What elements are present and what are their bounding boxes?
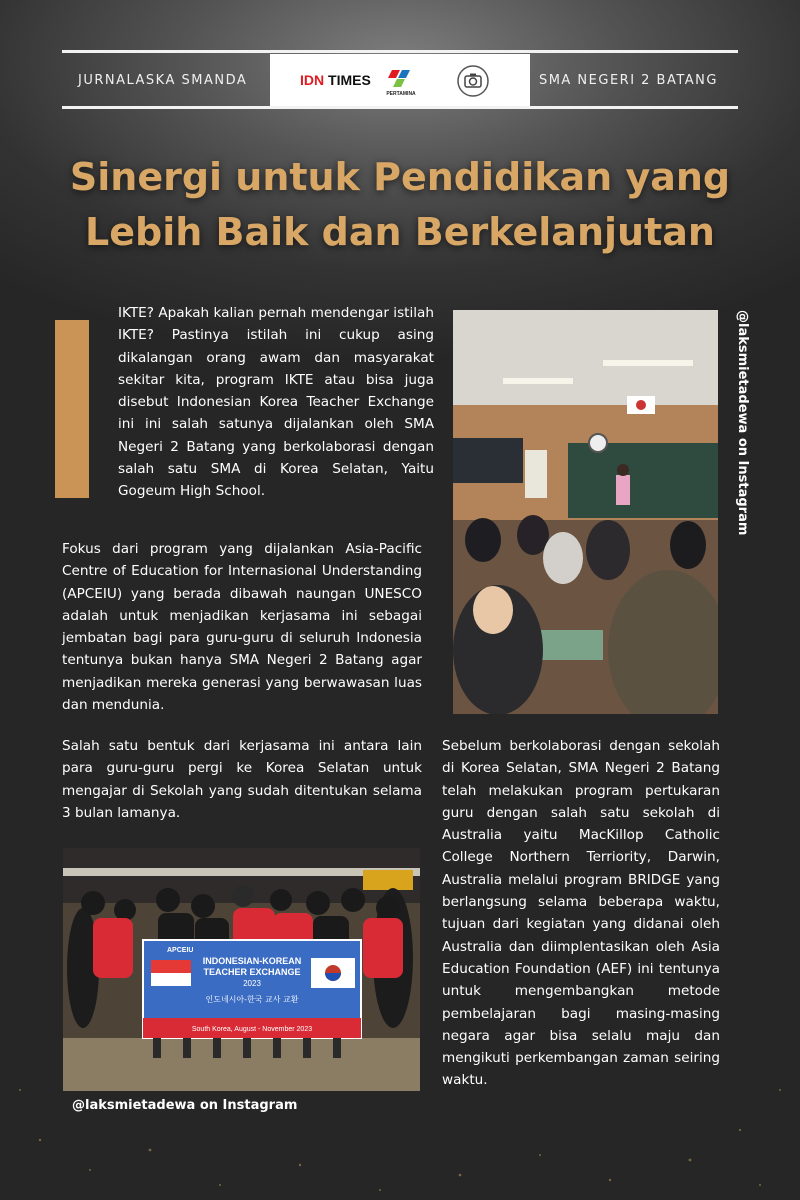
classroom-photo bbox=[453, 310, 718, 714]
banner-year: 2023 bbox=[243, 979, 261, 988]
banner-korean: 인도네시아-한국 교사 교환 bbox=[205, 995, 299, 1004]
sparkle-decoration bbox=[0, 940, 800, 1200]
idn-times-logo: IDN TIMES bbox=[300, 72, 371, 88]
banner-line-2: TEACHER EXCHANGE bbox=[203, 967, 301, 977]
banner-org-label: APCEIU bbox=[167, 947, 194, 954]
masthead-right-label: SMA NEGERI 2 BATANG bbox=[538, 73, 718, 88]
intro-paragraph: IKTE? Apakah kalian pernah mendengar istilah IKTE? Pastinya istilah ini cukup asing dikalangan orang awam dan masyarakat sekitar kita, program IKTE atau bisa juga disebut Indonesian Korea Teacher Exchange ini ini salah satunya dijalankan oleh SMA Negeri 2 Batang yang berkolaborasi dengan salah satu SMA di Korea Selatan, Yaitu Gogeum High School. bbox=[118, 305, 434, 500]
accent-bar bbox=[55, 320, 89, 498]
sponsor-logo-box bbox=[270, 54, 530, 108]
photo-credit-vertical: @laksmietadewa on Instagram bbox=[735, 310, 750, 536]
camera-logo-icon bbox=[456, 64, 490, 98]
svg-text:PERTAMINA: PERTAMINA bbox=[386, 91, 416, 97]
article-title: Sinergi untuk Pendidikan yang Lebih Baik dan Berkelanjutan bbox=[69, 155, 731, 254]
banner-date: South Korea, August - November 2023 bbox=[191, 1026, 313, 1033]
masthead-left-label: JURNALASKA SMANDA bbox=[78, 73, 248, 88]
top-rule bbox=[62, 50, 738, 53]
focus-paragraph: Fokus dari program yang dijalankan Asia-Pacific Centre of Education for Internasional Understanding (APCEIU) yang berada dibawah naungan UNESCO adalah untuk menjadikan kerjasama ini sebagai jembatan bagi para guru-guru di seluruh Indonesia tentunya bukan hanya SMA Negeri 2 Batang agar menjadikan mereka generasi yang berwawasan luas dan mendunia. bbox=[62, 541, 422, 714]
bottom-rule bbox=[62, 106, 738, 109]
pertamina-logo-icon bbox=[384, 64, 418, 98]
bridge-paragraph: Sebelum berkolaborasi dengan sekolah di Korea Selatan, SMA Negeri 2 Batang telah melakukan program pertukaran guru dengan salah satu sekolah di Australia yaitu MacKillop Catholic College Northern Terriority, Darwin, Australia melalui program BRIDGE yang berlangsung selama beberapa waktu, tujuan dari kegiatan yang didanai oleh Australia dan diimplentasikan oleh Asia Education Foundation (AEF) ini tentunya untuk mengembangkan metode pembelajaran bagi masing-masing negara agar bisa selalu maju dan mengikuti perkembangan zaman seiring waktu. bbox=[442, 738, 720, 1089]
cooperation-paragraph: Salah satu bentuk dari kerjasama ini antara lain para guru-guru pergi ke Korea Selatan untuk mengajar di Sekolah yang sudah ditentukan selama 3 bulan lamanya. bbox=[62, 738, 422, 821]
photo-credit-horizontal: @laksmietadewa on Instagram bbox=[72, 1098, 298, 1113]
masthead bbox=[62, 54, 738, 108]
banner-line-1: INDONESIAN-KOREAN bbox=[202, 956, 302, 966]
